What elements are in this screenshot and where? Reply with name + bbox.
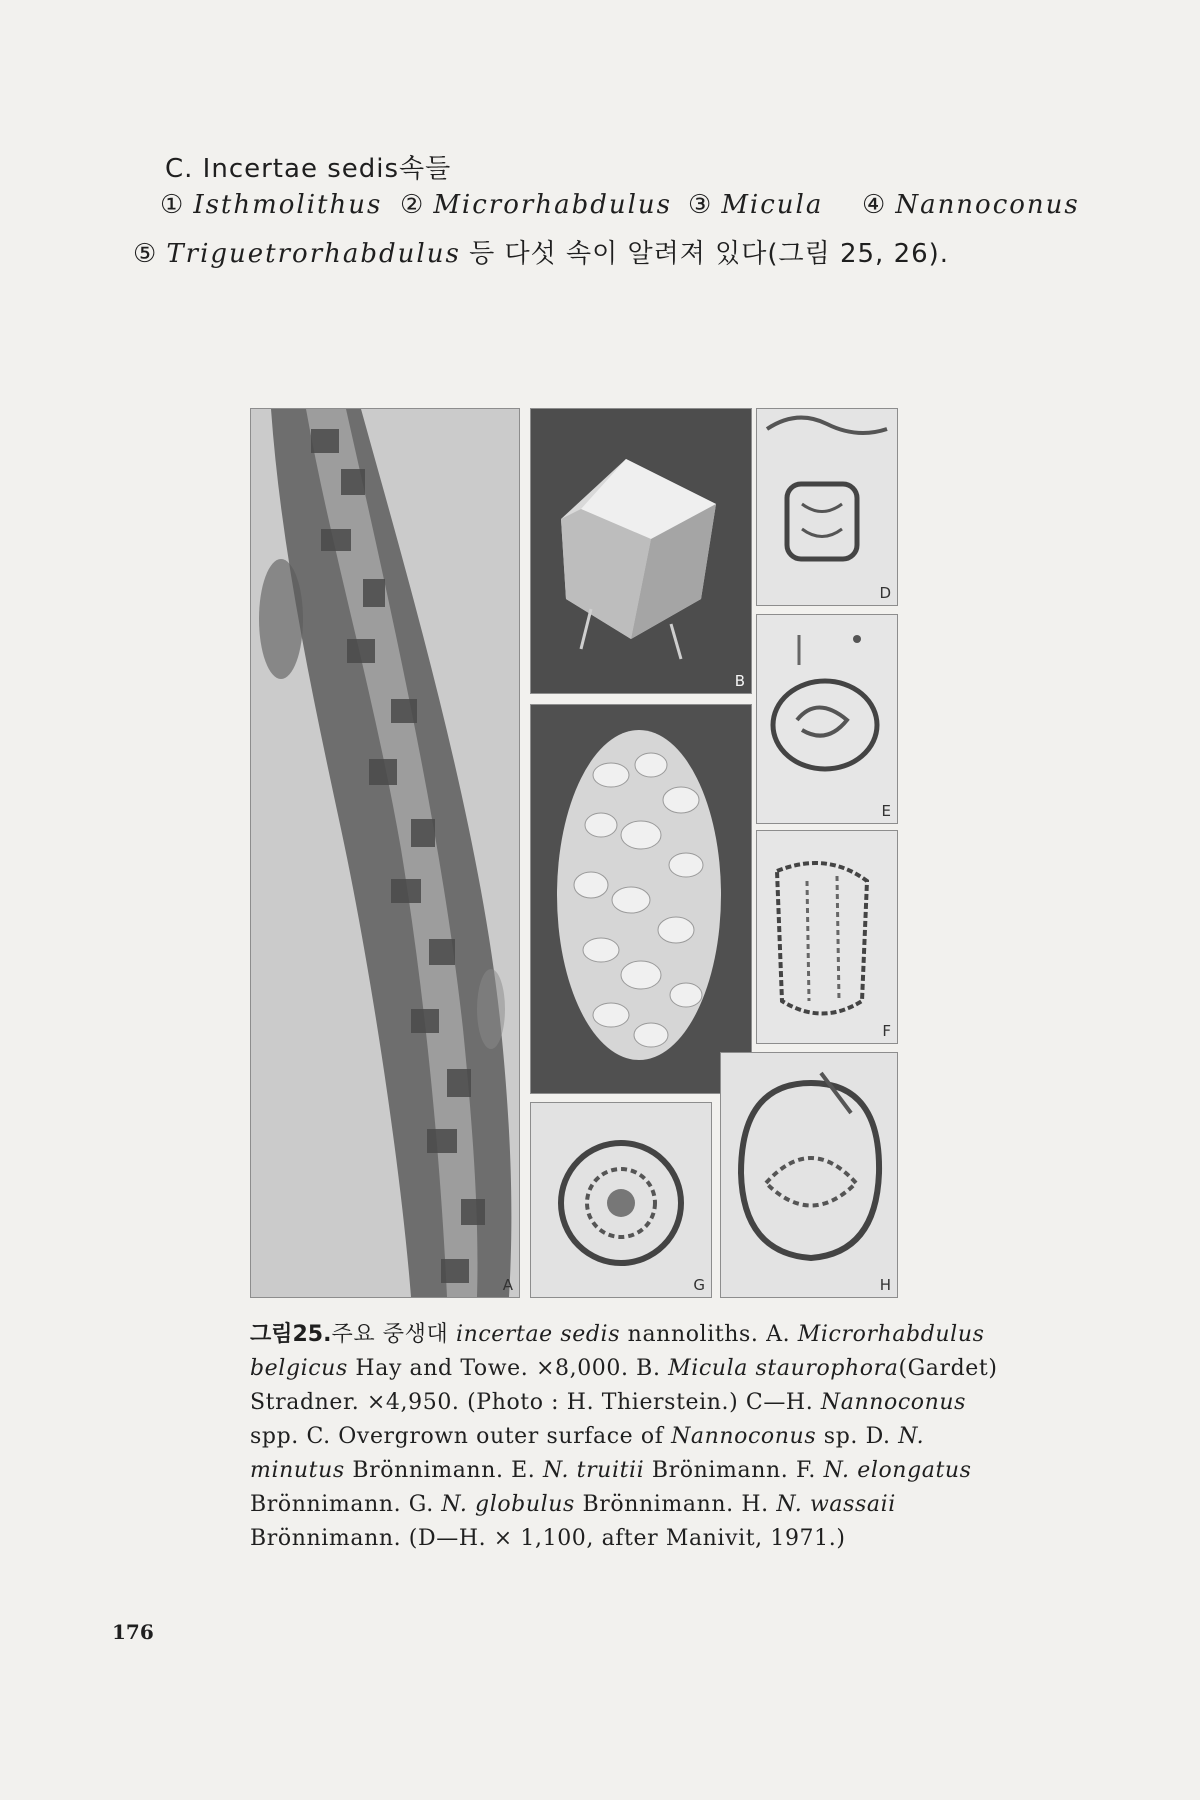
genus-number: ③ — [688, 190, 712, 220]
plate-b-image — [531, 409, 751, 693]
page-number: 176 — [112, 1620, 154, 1644]
caption-text: 주요 중생대 — [331, 1322, 456, 1347]
genus-number: ② — [400, 190, 424, 220]
plate-e-photo — [756, 614, 898, 824]
caption-text: Brönimann. F. — [644, 1458, 824, 1483]
caption-text: sp. D. — [816, 1424, 899, 1449]
caption-text: Brönnimann. H. — [574, 1492, 777, 1517]
caption-italic: Micula staurophora — [668, 1356, 899, 1381]
genus-number: ① — [160, 190, 184, 220]
plate-h-image — [721, 1053, 897, 1297]
plate-a-image — [251, 409, 519, 1297]
plate-h-photo — [720, 1052, 898, 1298]
plate-a-photo — [250, 408, 520, 1298]
genus-item-3 — [688, 190, 823, 220]
figure-caption — [250, 1318, 1010, 1556]
caption-figure-number: 그림25. — [250, 1322, 332, 1347]
caption-text: Brönnimann. E. — [344, 1458, 543, 1483]
genus-item-5 — [133, 233, 949, 270]
genus-item-1 — [160, 190, 382, 220]
plate-d-label: D — [879, 584, 891, 602]
genus-number: ④ — [862, 190, 886, 220]
plate-c-image — [531, 705, 751, 1093]
plate-f-label: F — [882, 1022, 891, 1040]
plate-g-image — [531, 1103, 711, 1297]
caption-text: (Gardet) Stradner. ×4,950. (Photo : H. Thierstein.) C—H. — [250, 1356, 998, 1415]
plate-d-photo — [756, 408, 898, 606]
genus-number: ⑤ — [133, 239, 157, 269]
plate-g-photo — [530, 1102, 712, 1298]
caption-italic: N. truitii — [543, 1458, 645, 1483]
plate-a-label: A — [502, 1276, 513, 1294]
caption-italic: Nannoconus — [671, 1424, 817, 1449]
genus-name: Triguetrorhabdulus — [166, 239, 461, 269]
plate-f-photo — [756, 830, 898, 1044]
plate-e-image — [757, 615, 897, 823]
genus-name: Micula — [721, 190, 824, 220]
plate-c-photo — [530, 704, 752, 1094]
caption-text: Brönnimann. (D—H. × 1,100, after Manivit, 1971.) — [250, 1526, 846, 1551]
plate-f-image — [757, 831, 897, 1043]
caption-italic: N. minutus — [250, 1424, 925, 1483]
caption-text: Brönnimann. G. — [250, 1492, 442, 1517]
genus-name: Microrhabdulus — [433, 190, 673, 220]
genera-summary-text: 등 다섯 속이 알려져 있다(그림 25, 26). — [469, 239, 950, 269]
caption-italic: Nannoconus — [820, 1390, 967, 1415]
caption-italic: N. wassaii — [776, 1492, 896, 1517]
plate-g-label: G — [693, 1276, 705, 1294]
genus-name: Nannoconus — [895, 190, 1080, 220]
plate-b-label: B — [734, 672, 745, 690]
caption-italic: N. globulus — [441, 1492, 575, 1517]
caption-text: spp. C. Overgrown outer surface of — [250, 1424, 672, 1449]
genus-item-4 — [862, 190, 1080, 220]
caption-italic: Microrhabdulus belgicus — [250, 1322, 985, 1381]
caption-italic: incertae sedis — [455, 1322, 621, 1347]
plate-h-label: H — [879, 1276, 891, 1294]
caption-italic: N. elongatus — [823, 1458, 972, 1483]
section-heading: C. Incertae sedis속들 — [165, 154, 452, 184]
figure-25-plates — [250, 408, 898, 1296]
genus-item-2 — [400, 190, 672, 220]
plate-b-photo — [530, 408, 752, 694]
caption-text: Hay and Towe. ×8,000. B. — [347, 1356, 669, 1381]
genus-name: Isthmolithus — [193, 190, 383, 220]
plate-e-label: E — [881, 802, 891, 820]
caption-text: nannoliths. A. — [620, 1322, 798, 1347]
plate-d-image — [757, 409, 897, 605]
